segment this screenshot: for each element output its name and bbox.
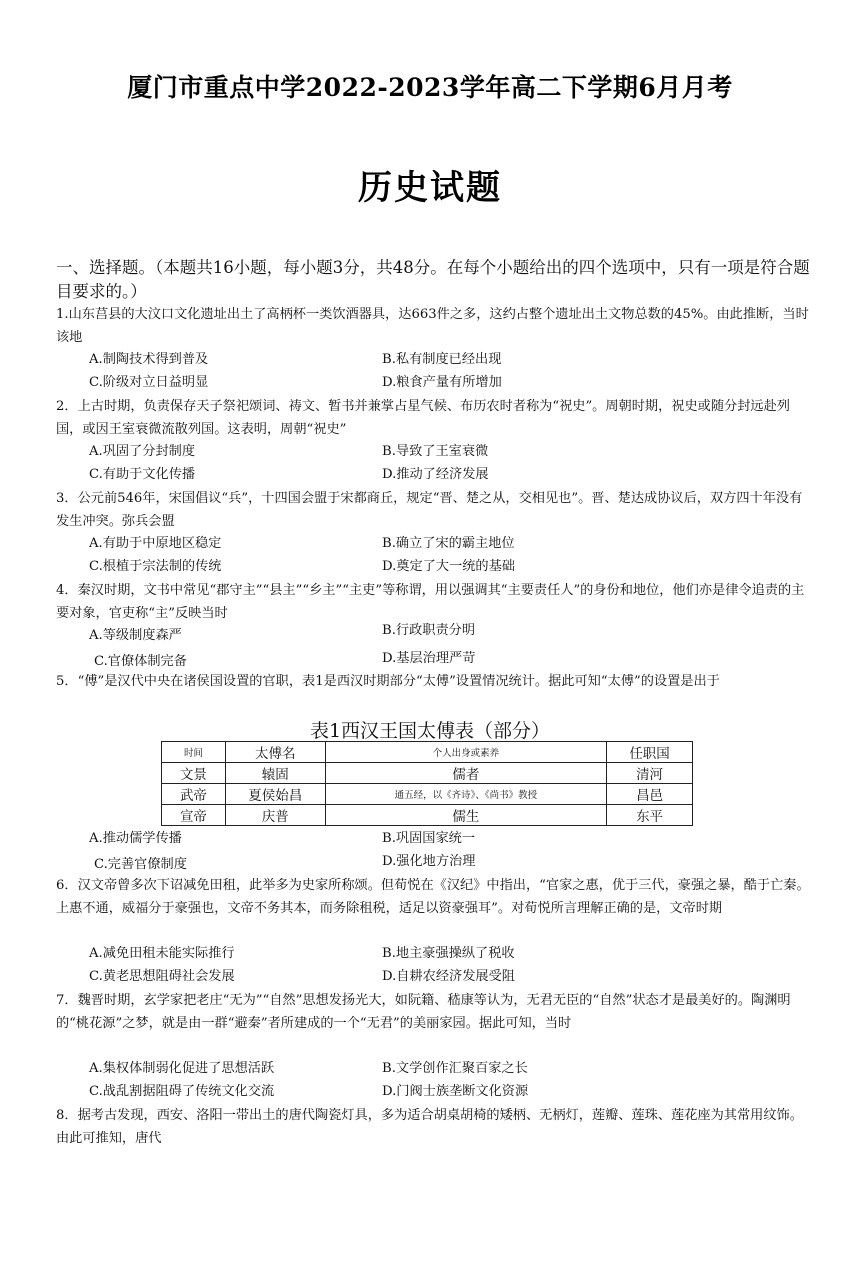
table-cell: 夏侯始昌	[225, 784, 325, 805]
question-6-stem: 6．汉文帝曾多次下诏减免田租，此举多为史家所称颂。但荀悦在《汉纪》中指出，“官家之惠，优于三代，豪强之暴，酷于亡秦。上惠不通，威福分于豪强也，文帝不务其本，而务除租税，适足以资豪强耳”。对荀悦所言理解正确的是，文帝时期	[56, 878, 810, 916]
table-cell: 庆普	[225, 805, 325, 826]
q3-option-b: B.确立了宋的霸主地位	[382, 536, 515, 551]
q1-option-b: B.私有制度已经出现	[382, 352, 502, 367]
question-2-stem: 2．上古时期，负责保存天子祭祀颂词、祷文、暂书并兼掌占星气候、布历农时者称为“祝史”。周朝时期，祝史或随分封远赴列国，或因王室衰微流散列国。这表明，周朝“祝史”	[56, 399, 790, 437]
table-header-cell: 个人出身或素养	[325, 742, 606, 763]
table-header-cell: 任职国	[607, 742, 693, 763]
q5-option-c: C.完善官僚制度	[94, 857, 187, 872]
question-5-stem: 5．“傅”是汉代中央在诸侯国设置的官职，表1是西汉时期部分“太傅”设置情况统计。据此可知“太傅”的设置是出于	[56, 674, 720, 689]
q2-option-d: D.推动了经济发展	[382, 467, 489, 482]
table-cell: 宣帝	[162, 805, 226, 826]
question-7-stem: 7．魏晋时期，玄学家把老庄“无为”“自然”思想发扬光大，如阮籍、嵇康等认为，无君无臣的“自然”状态才是最美好的。陶渊明的“桃花源”之梦，就是由一群“避秦”者所建成的一个“无君”的美丽家园。据此可知，当时	[56, 993, 791, 1031]
exam-title: 厦门市重点中学2022-2023学年高二下学期6月月考	[127, 73, 733, 102]
question-8-stem: 8．据考古发现，西安、洛阳一带出土的唐代陶瓷灯具，多为适合胡桌胡椅的矮柄、无柄灯，莲瓣、莲珠、莲花座为其常用纹饰。由此可推知，唐代	[56, 1108, 803, 1146]
table-header-row	[162, 742, 693, 763]
table-header-cell: 太傅名	[225, 742, 325, 763]
q7-option-a: A.集权体制弱化促进了思想活跃	[89, 1061, 275, 1076]
table-cell: 东平	[607, 805, 693, 826]
section-heading: 一、选择题。（本题共16小题，每小题3分，共48分。在每个小题给出的四个选项中，只有一项是符合题目要求的。）	[56, 258, 810, 301]
q6-option-d: D.自耕农经济发展受阻	[382, 969, 515, 984]
table-row	[162, 784, 693, 805]
table-row	[162, 763, 693, 784]
q1-option-c: C.阶级对立日益明显	[89, 375, 209, 390]
q5-option-b: B.巩固国家统一	[382, 831, 476, 846]
exam-subject-title: 历史试题	[358, 168, 502, 208]
table-cell: 儒生	[325, 805, 606, 826]
table-caption: 表1西汉王国太傅表（部分）	[309, 720, 551, 742]
q4-option-d: D.基层治理严苛	[382, 651, 476, 666]
question-4-stem: 4．秦汉时期，文书中常见“郡守主”“县主”“乡主”“主吏”等称谓，用以强调其“主要责任人”的身份和地位，他们亦是律令追责的主要对象，官吏称“主”反映当时	[56, 583, 805, 621]
q1-option-d: D.粮食产量有所增加	[382, 375, 502, 390]
table-cell: 武帝	[162, 784, 226, 805]
q4-option-c: C.官僚体制完备	[94, 654, 187, 669]
question-1-stem: 1.山东莒县的大汶口文化遗址出土了高柄杯一类饮酒器具，达663件之多，这约占整个遗址出土文物总数的45%。由此推断，当时该地	[56, 307, 809, 345]
q5-option-a: A.推动儒学传播	[89, 831, 182, 846]
q6-option-a: A.减免田租未能实际推行	[89, 946, 235, 961]
taifu-table	[161, 741, 693, 826]
q3-option-a: A.有助于中原地区稳定	[89, 536, 222, 551]
q6-option-b: B.地主豪强操纵了税收	[382, 946, 515, 961]
q2-option-b: B.导致了王室衰微	[382, 444, 489, 459]
q4-option-a: A.等级制度森严	[89, 628, 182, 643]
table-cell: 辕固	[225, 763, 325, 784]
q4-option-b: B.行政职责分明	[382, 623, 476, 638]
q7-option-c: C.战乱割据阻碍了传统文化交流	[89, 1084, 275, 1099]
q5-option-d: D.强化地方治理	[382, 854, 476, 869]
table-cell: 通五经，以《齐诗》、《尚书》教授	[325, 784, 606, 805]
table-header-cell: 时间	[162, 742, 226, 763]
q3-option-d: D.奠定了大一统的基础	[382, 559, 515, 574]
q3-option-c: C.根植于宗法制的传统	[89, 559, 222, 574]
q2-option-a: A.巩固了分封制度	[89, 444, 196, 459]
q7-option-b: B.文学创作汇聚百家之长	[382, 1061, 528, 1076]
q1-option-a: A.制陶技术得到普及	[89, 352, 209, 367]
q7-option-d: D.门阀士族垄断文化资源	[382, 1084, 529, 1099]
table-cell: 文景	[162, 763, 226, 784]
q2-option-c: C.有助于文化传播	[89, 467, 196, 482]
table-cell: 清河	[607, 763, 693, 784]
table-row	[162, 805, 693, 826]
table-cell: 儒者	[325, 763, 606, 784]
q6-option-c: C.黄老思想阻碍社会发展	[89, 969, 235, 984]
table-cell: 昌邑	[607, 784, 693, 805]
question-3-stem: 3．公元前546年，宋国倡议“兵”，十四国会盟于宋都商丘，规定“晋、楚之从，交相见也”。晋、楚达成协议后，双方四十年没有发生冲突。弥兵会盟	[56, 491, 803, 529]
